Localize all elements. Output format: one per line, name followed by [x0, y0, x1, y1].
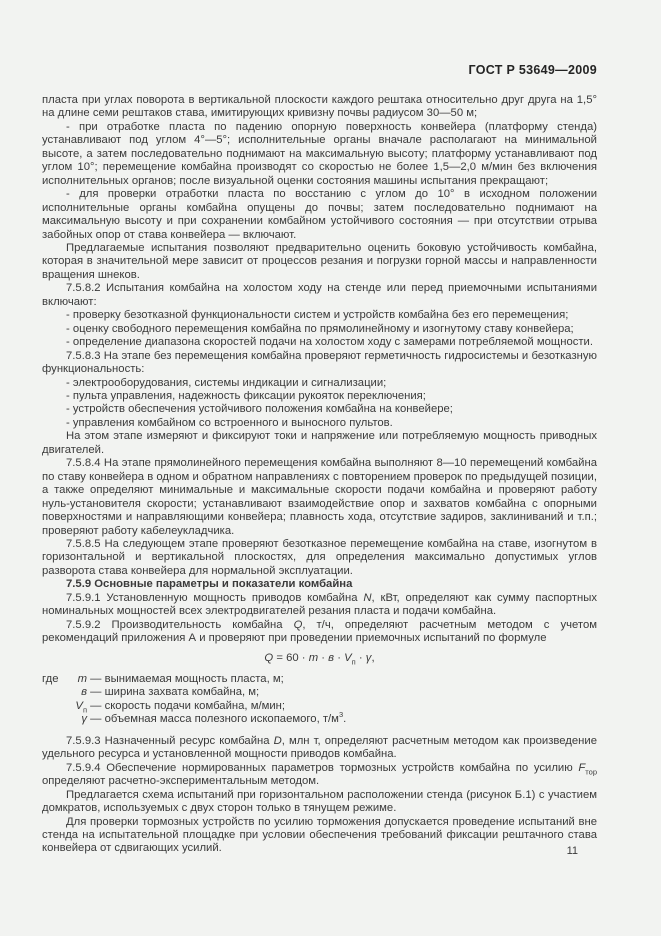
paragraph — [42, 377, 597, 390]
text-run: Предлагаемые испытания позволяют предварительно оценить боковую устойчивость комбайна, которая в значительной мере зависит от процессов резания и погрузки горной массы и направленности вращения шнеков. — [42, 241, 597, 281]
paragraph — [42, 816, 597, 856]
text-run: в — [328, 651, 335, 664]
text-run: - оценку свободного перемещения комбайна по прямолинейному и изогнутому ставу конвейера; — [66, 322, 574, 335]
legend-text — [105, 700, 597, 713]
text-run: γ — [81, 713, 87, 726]
document-body — [42, 94, 597, 856]
text-run: пласта при углах поворота в вертикальной плоскости каждого рештака относительно друг друга на 1,5° на длине семи рештаков става, имитирующих кривизну почвы радиусом 30—50 м; — [42, 94, 597, 120]
paragraph — [42, 403, 597, 416]
text-run: ширина захвата комбайна, м; — [104, 686, 260, 699]
text-run: m — [77, 673, 87, 686]
formula-legend-row — [42, 710, 597, 726]
text-run: , млн т, определяют расчетным методом как произведение удельного ресурса и установленной мощности приводов комбайна. — [42, 734, 597, 761]
text-run: объемная масса полезного ископаемого, т/м — [104, 713, 339, 726]
page-number: 11 — [566, 845, 578, 857]
text-run: тор — [585, 767, 597, 776]
text-run: 7.5.9.4 Обеспечение нормированных параметров тормозных устройств комбайна по усилию — [66, 761, 579, 774]
text-run: · — [334, 651, 345, 664]
text-run: Q — [264, 651, 274, 664]
legend-lead — [42, 700, 68, 713]
paragraph — [42, 457, 597, 538]
paragraph — [42, 282, 597, 309]
paragraph — [42, 538, 597, 578]
text-run: F — [578, 761, 586, 774]
text-run: в — [81, 686, 87, 699]
text-run: п — [82, 705, 87, 715]
paragraph — [42, 336, 597, 349]
legend-text — [105, 673, 597, 686]
text-run: - управления комбайном со встроенного и выносного пультов. — [66, 416, 393, 429]
text-run: Предлагается схема испытаний при горизонтальном расположении стенда (рисунок Б.1) с участием домкратов, используемых с двух сторон только в тянущем режиме. — [42, 788, 597, 815]
legend-symbol — [68, 713, 87, 726]
text-run: Для проверки тормозных устройств по усилию торможения допускается проведение испытаний вне стенда на испытательной площадке при условии обеспечения требований фиксации рештачного става конвейера от сдвигающих усилий. — [42, 815, 597, 855]
text-run: V — [75, 699, 83, 712]
paragraph — [42, 762, 597, 789]
section-heading — [42, 578, 597, 591]
text-run: - электрооборудования, системы индикации и сигнализации; — [66, 376, 387, 389]
paragraph — [42, 735, 597, 762]
text-run: 7.5.9 Основные параметры и показатели комбайна — [66, 578, 353, 591]
text-run: 7.5.8.3 На этапе без перемещения комбайна проверяют герметичность гидросистемы и безотказную функциональность: — [42, 349, 597, 376]
paragraph — [42, 121, 597, 188]
text-run: 7.5.8.4 На этапе прямолинейного перемещения комбайна выполняют 8—10 перемещений комбайна по ставу конвейера в одном и обратном направлениях с повторением проверок по предыдущей позиции, а также определяют минимальные и максимальные скорости подачи комбайна и проверяют работу нуль-установителя скорости; устанавливают взаимодействие опор и захватов комбайна с опорными поверхностями и направляющими конвейера; плавность хода, отсутствие задиров, заклиниваний и т.п.; проверяют работу кабелеукладчика. — [42, 457, 597, 537]
text-run: 7.5.8.5 На следующем этапе проверяют безотказное перемещение комбайна на ставе, изогнутом в горизонтальной и вертикальной плоскостях, для определения максимально допустимых углов разворота става конвейера для нормальной эксплуатации. — [42, 537, 597, 577]
paragraph — [42, 417, 597, 430]
paragraph — [42, 188, 597, 242]
formula-legend-row — [42, 673, 597, 686]
paragraph — [42, 323, 597, 336]
text-run: - определение диапазона скоростей подачи на холостом ходу с замерами потребляемой мощности. — [66, 336, 593, 349]
text-run: D — [273, 734, 282, 747]
paragraph — [42, 390, 597, 403]
text-run: вынимаемая мощность пласта, м; — [104, 673, 284, 686]
text-run: m — [308, 651, 319, 664]
paragraph — [42, 619, 597, 646]
text-run: 7.5.8.2 Испытания комбайна на холостом ходу на стенде или перед приемочными испытаниями включают: — [42, 282, 597, 308]
paragraph — [42, 309, 597, 322]
legend-symbol — [68, 700, 87, 713]
text-run: Q — [293, 618, 303, 631]
text-run: - для проверки отработки пласта по восстанию с углом до 10° в исходном положении исполнительные органы комбайна опущены до почвы; затем последовательно поднимают на максимальную высоту и при сохранении комбайном устойчивого состояния — при отсутствии отрыва забойных опор от става конвейера — включают. — [42, 188, 597, 241]
formula-line — [42, 652, 597, 665]
formula-legend-row — [42, 700, 597, 713]
legend-dash: — — [87, 699, 105, 712]
paragraph — [42, 242, 597, 282]
text-run: 7.5.9.1 Установленную мощность приводов комбайна — [66, 591, 364, 604]
text-run: , кВт, определяют как сумму паспортных номинальных мощностей всех электродвигателей резания пласта и подачи комбайна. — [42, 591, 597, 618]
text-run: определяют расчетно-экспериментальным методом. — [42, 775, 320, 788]
paragraph — [42, 430, 597, 457]
text-run: 7.5.9.2 Производительность комбайна — [66, 618, 294, 631]
text-run: = 60 · — [273, 651, 309, 664]
text-run: 7.5.9.3 Назначенный ресурс комбайна — [66, 734, 274, 747]
text-run: - пульта управления, надежность фиксации рукояток переключения; — [66, 389, 426, 402]
legend-dash: — — [87, 713, 105, 726]
standard-code-header: ГОСТ Р 53649—2009 — [468, 63, 597, 77]
formula-legend-row — [42, 686, 597, 699]
text-run: - при отработке пласта по падению опорную поверхность конвейера (платформу стенда) устанавливают под углом 4°—5°; исполнительные органы вначале располагают на минимальной высоте, а затем последовательно поднимают на максимальную высоту; платформу устанавливают под углом 10°; перемещение комбайна производят со скоростью не более 1,5—2,0 м/мин без включения исполнительных органов; после визуальной оценки состояния машины испытания прекращают; — [42, 120, 597, 187]
legend-dash: — — [87, 673, 105, 686]
text-run: V — [344, 651, 352, 664]
legend-lead — [42, 713, 68, 726]
text-run: , т/ч, определяют расчетным методом с учетом рекомендаций приложения А и проверяют при проведении приемочных испытаний по формуле — [42, 618, 597, 645]
text-run: · — [355, 651, 366, 664]
text-run: - устройств обеспечения устойчивого положения комбайна на конвейере; — [66, 403, 453, 416]
legend-symbol — [68, 673, 87, 686]
text-run: . — [343, 713, 347, 726]
legend-symbol — [68, 686, 87, 699]
text-run: N — [363, 591, 372, 604]
legend-lead — [42, 686, 68, 699]
text-run: - проверку безотказной функциональности систем и устройств комбайна без его перемещения; — [66, 309, 569, 322]
paragraph — [42, 592, 597, 619]
text-run: На этом этапе измеряют и фиксируют токи и напряжение или потребляемую мощность приводных двигателей. — [42, 430, 597, 456]
text-run: , — [371, 651, 375, 664]
legend-text — [105, 686, 597, 699]
paragraph — [42, 350, 597, 377]
text-run: · — [318, 651, 329, 664]
text-run: п — [351, 656, 356, 666]
paragraph — [42, 789, 597, 816]
text-run: 3 — [338, 710, 344, 720]
paragraph — [42, 94, 597, 121]
legend-lead: где — [42, 673, 59, 686]
text-run: скорость подачи комбайна, м/мин; — [104, 699, 286, 712]
legend-text — [104, 710, 597, 726]
legend-dash: — — [87, 686, 105, 699]
text-run: γ — [365, 651, 372, 664]
